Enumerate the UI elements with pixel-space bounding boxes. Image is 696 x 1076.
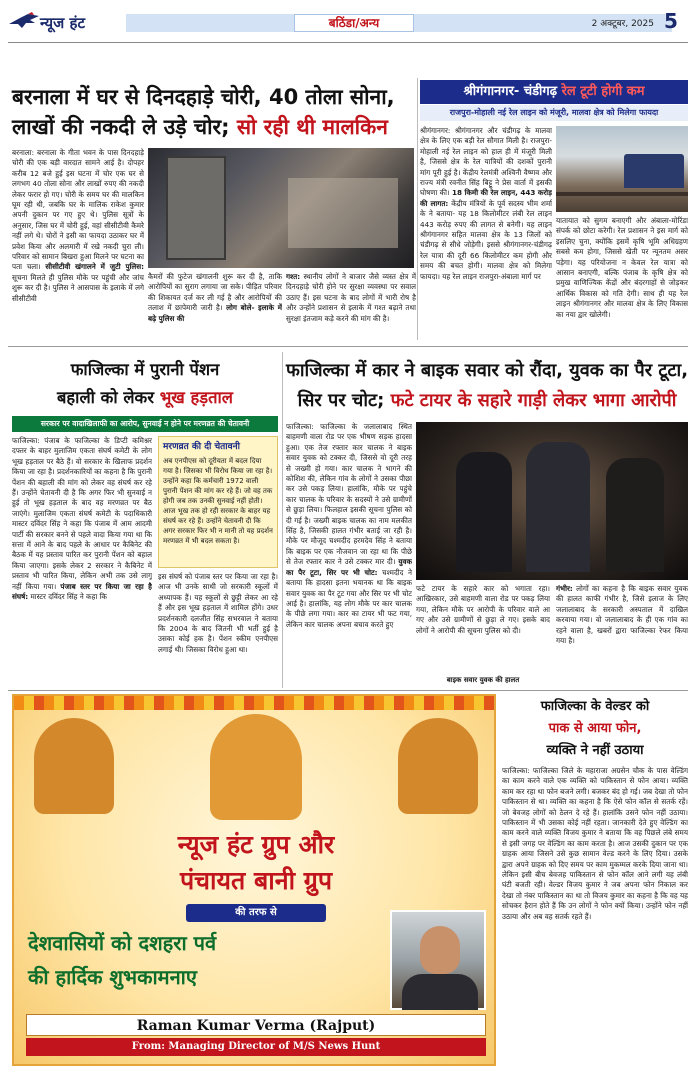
story3-headline-line2 <box>12 384 278 412</box>
column-divider <box>282 352 283 688</box>
story1-col1-rest: सूचना मिलते ही पुलिस मौके पर पहुंची और जांच शुरू कर दी है। पुलिस ने आसपास के इलाके में लगे सीसीटीवी <box>12 272 144 303</box>
story5-headline-line2: पाक से आया फोन, <box>548 721 642 736</box>
ad-name: Raman Kumar Verma (Rajput) <box>26 1014 486 1036</box>
section-divider <box>8 690 688 691</box>
story2-col1-subhead: 18 किमी की रेल लाइन, 443 करोड़ की लागत: <box>420 188 552 208</box>
story1-col2-subhead: लोग बोले- इलाके में बढ़े पुलिस की <box>148 303 282 323</box>
issue-date: 2 अक्टूबर, 2025 <box>591 19 654 29</box>
story4-headline-red: फटे टायर के सहारे गाड़ी लेकर भागा आरोपी <box>390 390 677 411</box>
story4-headline-black: सिर पर चोट; <box>297 390 385 411</box>
story3-subheadline: सरकार पर वादाखिलाफी का आरोप, सुनवाई न होने पर मरणव्रत की चेतावनी <box>12 416 278 432</box>
section-divider <box>8 346 688 347</box>
story3-col1-text: फाजिल्का: पंजाब के फाजिल्का के डिप्टी कमिश्नर दफ्तर के बाहर मुलाजिम एकता संघर्ष कमेटी के लोग भूख हड़ताल पर बैठे हैं। वो सरकार के खिलाफ प्रदर्शन किया जा रहा है। प्रदर्शनकारियों का कहना है कि पुरानी पेंशन की बहाली की मांग को लेकर वह संघर्ष कर रहे हैं। उन्होंने चेतावनी दी है कि अगर फिर भी सुनवाई न हुई तो भूख हड़ताल के बाद वह मरणव्रत पर बैठ जाएंगे। मुलाजिम एकता संघर्ष कमेटी के पदाधिकारी मास्टर दविंदर सिंह ने कहा कि पंजाब में आम आदमी पार्टी की सरकार बनने से पहले वादा किया गया था कि सत्ता में आने के बाद पहले के आधार पर कैबिनेट की बैठक में यह प्रस्ताव पारित कर पुरानी पेंशन को बहाल किया जाएगा। इसके लेकर 2 सरकार ने कैबिनेट में प्रस्ताव भी पारित किया, लेकिन अभी तक उसे लागू नहीं किया गया। <box>12 436 152 591</box>
story2-column2: यातायात को सुगम बनाएगी और अंबाला-मोरिंडा संपर्क को छोटा करेगी। रेल प्रशासन ने इस मार्ग को इसलिए चुना, क्योंकि इसमें कृषि भूमि अधिग्रहण सबसे कम होगा, जिससे खेती पर न्यूनतम असर पड़ेगा। यह परियोजना न केवल रेल यात्रा को आसान बनाएगी, बल्कि पंजाब के कृषि क्षेत्र को प्रमुख वाणिज्यिक केंद्रों और बंदरगाहों से जोड़कर आर्थिक विकास को गति देगी। साथ ही यह रेल लाइन श्रीगंगानगर और मालवा क्षेत्र के लिए विकास का नया द्वार खोलेगी। <box>556 216 688 319</box>
story1-col2-text: कैमरों की फुटेज खंगालनी शुरू कर दी है, ताकि आरोपियों का सुराग लगाया जा सके। पीड़ित परिवार की शिकायत दर्ज कर ली गई है और आरोपियों की तलाश में छापेमारी जारी है। <box>148 272 282 313</box>
story4-col3-subhead: गंभीर: <box>556 584 573 593</box>
story4-col1-rest: चश्मदीद ने बताया कि हादसा इतना भयानक था कि बाइक सवार युवक का पैर टूट गया और सिर पर भी चोट आई है। हालांकि, यह लोग मौके पर कार चालक के पीछे लगा गया। कार का टायर भी फट गया, लेकिन कार चालक अपना बचाव करते हुए <box>286 567 412 629</box>
ad-greeting2: की हार्दिक शुभकामनाए <box>28 965 197 989</box>
story2-col1-text: श्रीगंगानगर: श्रीगंगानगर और चंडीगढ़ के मालवा क्षेत्र के लिए एक बड़ी रेल सौगात मिली है। राजपुरा-मोहाली नई रेल लाइन को हाल ही में मंजूरी मिली है, जिससे क्षेत्र के रेल यात्रियों की दशकों पुरानी मांग पूरी हुई है। केंद्रीय रेलमंत्री अश्विनी वैष्णव और राज्य मंत्री रवनीत सिंह बिट्टू ने प्रेस वार्ता में इसकी घोषणा की। <box>420 126 552 198</box>
person-silhouette <box>606 458 664 572</box>
brand-logo[interactable] <box>8 8 126 40</box>
story3-column1 <box>12 436 152 686</box>
story4-col3-text: लोगों का कहना है कि बाइक सवार युवक की हालत काफी गंभीर है, जिसे इलाज के लिए जलालाबाद के सरकारी अस्पताल में दाखिल करवाया गया। वो जलालाबाद के ही एक गांव का रहने वाला है, खबरों द्वारा फाजिल्का रेफर किया गया है। <box>556 584 688 646</box>
ad-greeting1: देशवासियों को दशहरा पर्व <box>28 931 217 955</box>
eagle-icon <box>8 12 40 34</box>
story2-col1-rest: केंद्रीय मंत्रियों के पूर्व सदस्य भीम शर्मा के ने बताया- यह 18 किलोमीटर लंबी रेल लाइन 443 करोड़ रुपए की लागत से बनेगी। यह लाइन श्रीगंगानगर सहित मालवा क्षेत्र के 13 जिलों को चंडीगढ़ से सीधे जोड़ेगी। इससे श्रीगंगानगर-चंडीगढ़ रेल यात्रा की दूरी 66 किलोमीटर कम होगी और समय की बचत होगी। मालवा क्षेत्र को मिलेगा फायदा। यह रेल लाइन राजपुरा-अंबाला मार्ग पर <box>420 198 552 281</box>
story1-column3 <box>286 272 416 338</box>
story3-column2: इस संघर्ष को पंजाब स्तर पर किया जा रहा है। आज भी उनके साथी जो सरकारी स्कूलों में अध्यापक हैं। यह स्कूलों से छुट्टी लेकर आ रहे हैं और इस भूख हड़ताल में शामिल होंगे। उधर प्रदर्शनकारी दलजीत सिंह सभरवाल ने बताया कि 2004 के बाद जितनी भी भर्ती हुई है उसका कोई हक है। पेंशन स्कीम एनपीएस लगाई थी। जिसका विरोध हुआ था। <box>158 572 278 654</box>
story4-accident-photo <box>416 422 688 580</box>
ad-from: From: Managing Director of M/S News Hunt <box>26 1038 486 1056</box>
story1-headline[interactable] <box>12 82 416 142</box>
ravan-effigy-right <box>398 718 478 814</box>
story1-photo <box>148 148 414 268</box>
ad-line2: पंचायत बानी ग्रुप <box>179 866 333 895</box>
story4-col1-subhead: युवक का पैर टूटा, सिर पर भी चोट: <box>286 557 412 577</box>
story3-headline-black: बहाली को लेकर <box>56 388 154 407</box>
story5-column1: फाजिल्का: फाजिल्का जिले के महाराजा अग्रसेन चौक के पास वेल्डिंग का काम करने वाले एक व्यक्ति को पाकिस्तान से फोन आया। व्यक्ति काम कर रहा था फोन बजने लगी। बजकर बंद हो गई। जब देखा तो फोन पाकिस्तान से था। व्यक्ति का कहना है कि ऐसे फोन कॉल से सतर्क रहें। जो बेवजह लोगों को ठेलन दे रहे हैं। हालांकि उसने फोन नहीं उठाया। पाकिस्तान में भी उसका कोई नहीं रहता। जानकारी देते हुए वेल्डिंग का काम करने वाले व्यक्ति विजय कुमार ने बताया कि वह पिछले लंबे समय से इसी जगह पर वेल्डिंग का काम करता है। आज उसकी दुकान पर एक ग्राहक आया जिसने उसे कुछ सामान वेल्ड करने के लिए दिया। उसके द्वारा अपने ग्राहक को दिए समय पर काम मुकम्मल करके दिया जाना था। लेकिन इसी बीच बेवजह पाकिस्तान से फोन कॉल आने लगी यह लंबी घंटी बजती रही। वेल्डर विजय कुमार ने जब अपना फोन निकाल कर देखा तो नंबर पाकिस्तान का था तो विजय कुमार का कहना है कि वह यह सोचकर हैरान होते हैं कि उन लोगों ने फोन क्यों किया। उन्होंने फोन नहीं उठाया और अब वह सतर्क रहते हैं। <box>502 766 688 921</box>
story4-col1-text: फाजिल्का: फाजिल्का के जलालाबाद स्थित बाहमणी वाला रोड पर एक भीषण सड़क हादसा हुआ। एक तेज रफ्तार कार चालक ने बाइक सवार युवक को टक्कर दी, जिससे वो दूरी तरह से जख्मी हो गया। कार चालक ने भागने की कोशिश की, लेकिन गांव के लोगों ने उसका पीछा कर उसे पकड़ लिया। हालांकि, मौके पर पहुंचे कार चालक के परिवार के सदस्यों ने उसे ग्रामीणों से छुड़ा लिया। फिलहाल इसकी सूचना पुलिस को दी गई है। जख्मी बाइक चालक का नाम मलकीत सिंह है, जिसकी हालत गंभीर बताई जा रही है। मौके पर मौजूद चश्मदीद हरमदेव सिंह ने बताया कि बाइक पर एक नौजवान जा रहा था कि पीछे से तेज रफ्तार कार ने उसे टक्कर मार दी। <box>286 422 412 567</box>
page-number: 5 <box>664 9 678 33</box>
marigold-garland <box>14 696 496 710</box>
story3-box-title: मरणव्रत की दी चेतावनी <box>163 442 240 452</box>
ad-portrait <box>390 910 486 1010</box>
story5-headline-line1: फाजिल्का के वेल्डर को <box>540 699 650 714</box>
story1-headline-red: सो रही थी मालकिन <box>236 115 388 139</box>
ravan-effigy-center <box>210 714 302 820</box>
story3-headline[interactable] <box>12 356 278 416</box>
story1-col3-subhead: गश्त: <box>286 272 301 281</box>
story1-column2 <box>148 272 282 338</box>
rail-shape <box>556 192 688 196</box>
masthead <box>8 8 688 40</box>
story3-box-body: अब एनपीएस को दूरीयता में बदल दिया गया है। जिसका भी विरोध किया जा रहा है। उन्होंने कहा कि कर्मचारी 1972 वाली पुरानी पेंशन की मांग कर रहे हैं। जो वह तक होगी जब तक उनकी सुनवाई नहीं होती। आज भूख तक हो रही सरकार के बाहर यह संघर्ष कर रहे हैं। उन्होंने चेतावनी दी कि अगर सरकार फिर भी न मानी तो यह प्रदर्शन मरणव्रत में भी बदल सकता है। <box>163 457 273 545</box>
story2-headline[interactable] <box>420 80 688 104</box>
story1-photo-shelf <box>288 178 398 248</box>
story5-headline[interactable] <box>502 696 688 762</box>
portrait-face <box>420 926 460 974</box>
story2-column1 <box>420 126 552 338</box>
story1-col1-subhead: सीसीटीवी खंगालने में जुटी पुलिस: <box>45 262 144 272</box>
masthead-divider <box>8 42 688 43</box>
story1-headline-black: लाखों की नकदी ले उड़े चोर; <box>12 115 230 139</box>
story1-col3-text: स्थानीय लोगों ने बाजार जैसे व्यस्त क्षेत्र में दिनदहाड़े चोरी होने पर सुरक्षा व्यवस्था पर सवाल उठाए हैं। इस घटना के बाद लोगों में भारी रोष है और उन्होंने प्रशासन से इलाके में गश्त बढ़ाने तथा सुरक्षा इंतजाम कड़े करने की मांग की है। <box>286 272 416 323</box>
story1-column1 <box>12 148 144 338</box>
story3-headline-red: भूख हड़ताल <box>159 388 233 407</box>
story5-headline-line3: व्यक्ति ने नहीं उठाया <box>546 743 644 758</box>
story4-headline[interactable] <box>286 356 688 416</box>
story2-headline-white: श्रीगंगानगर- चंडीगढ़ <box>463 84 558 99</box>
story4-column1 <box>286 422 412 688</box>
dussehra-greeting-ad[interactable] <box>12 694 496 1066</box>
story3-col1-subhead: पंजाब स्तर पर किया जा रहा है संघर्ष: <box>12 581 152 602</box>
train-shape <box>624 154 684 188</box>
story4-headline-line2 <box>286 386 688 416</box>
brand-name: न्यूज हंट <box>40 14 86 32</box>
ad-line1: न्यूज हंट ग्रुप और <box>177 830 335 859</box>
ravan-effigy-left <box>34 718 114 814</box>
story2-subheadline: राजपुरा-मोहाली नई रेल लाइन को मंजूरी, मालवा क्षेत्र को मिलेगा फायदा <box>420 105 688 121</box>
ad-by-label: की तरफ से <box>186 904 326 922</box>
story1-col1-text: बरनाला: बरनाला के गीता भवन के पास दिनदहाड़े चोरी की एक बड़ी वारदात सामने आई है। दोपहर करीब 12 बजे हुई इस घटना में चोर एक घर से लगभग 40 तोला सोना और लाखों रुपए की नकदी लेकर फरार हो गए। चोरी के समय घर की मालकिन घूम रही थी, जबकि घर के मालिक राकेश कुमार अपनी दुकान पर गए हुए थे। पुलिस सूत्रों के अनुसार, जिस घर में चोरी हुई, वहां सीसीटीवी कैमरे नहीं लगे थे। चोरों ने इसी का फायदा उठाकर घर में प्रवेश किया और अलमारी में रखे नकदी चुरा ली। परिवार को सामान बिखरा हुआ मिलने पर घटना का पता चला। <box>12 148 144 272</box>
story3-col1-rest: मास्टर दविंदर सिंह ने कहा कि <box>30 592 107 602</box>
section-label: बठिंडा/अन्य <box>294 14 414 32</box>
story4-column2: फटे टायर के सहारे कार को भगाता रहा। आखिरकार, उसे बाहमणी वाला रोड पर पकड़ लिया गया, लेकिन मौके पर आरोपी के परिवार वाले आ गए और उसे ग्रामीणों से छुड़ा ले गए। इसके बाद लोगों ने आरोपी की सूचना पुलिस को दी। <box>416 584 550 635</box>
column-divider <box>417 78 418 340</box>
story4-headline-line1: फाजिल्का में कार ने बाइक सवार को रौंदा, युवक का पैर टूटा, <box>286 360 689 381</box>
story3-highlight-box <box>158 436 278 568</box>
story4-column3 <box>556 584 688 664</box>
story3-headline-line1: फाजिल्का में पुरानी पेंशन <box>70 360 220 379</box>
person-silhouette <box>456 452 512 572</box>
story2-headline-red: रेल टूटी होगी कम <box>561 84 645 99</box>
story4-caption: बाइक सवार युवक की हालत <box>446 676 520 684</box>
story1-headline-line1: बरनाला में घर से दिनदहाड़े चोरी, 40 तोला सोना, <box>12 85 395 109</box>
portrait-body <box>402 974 478 1010</box>
story2-train-photo <box>556 126 688 212</box>
story1-headline-line2 <box>12 112 416 142</box>
person-silhouette <box>526 442 590 572</box>
story1-photo-door <box>166 156 226 260</box>
